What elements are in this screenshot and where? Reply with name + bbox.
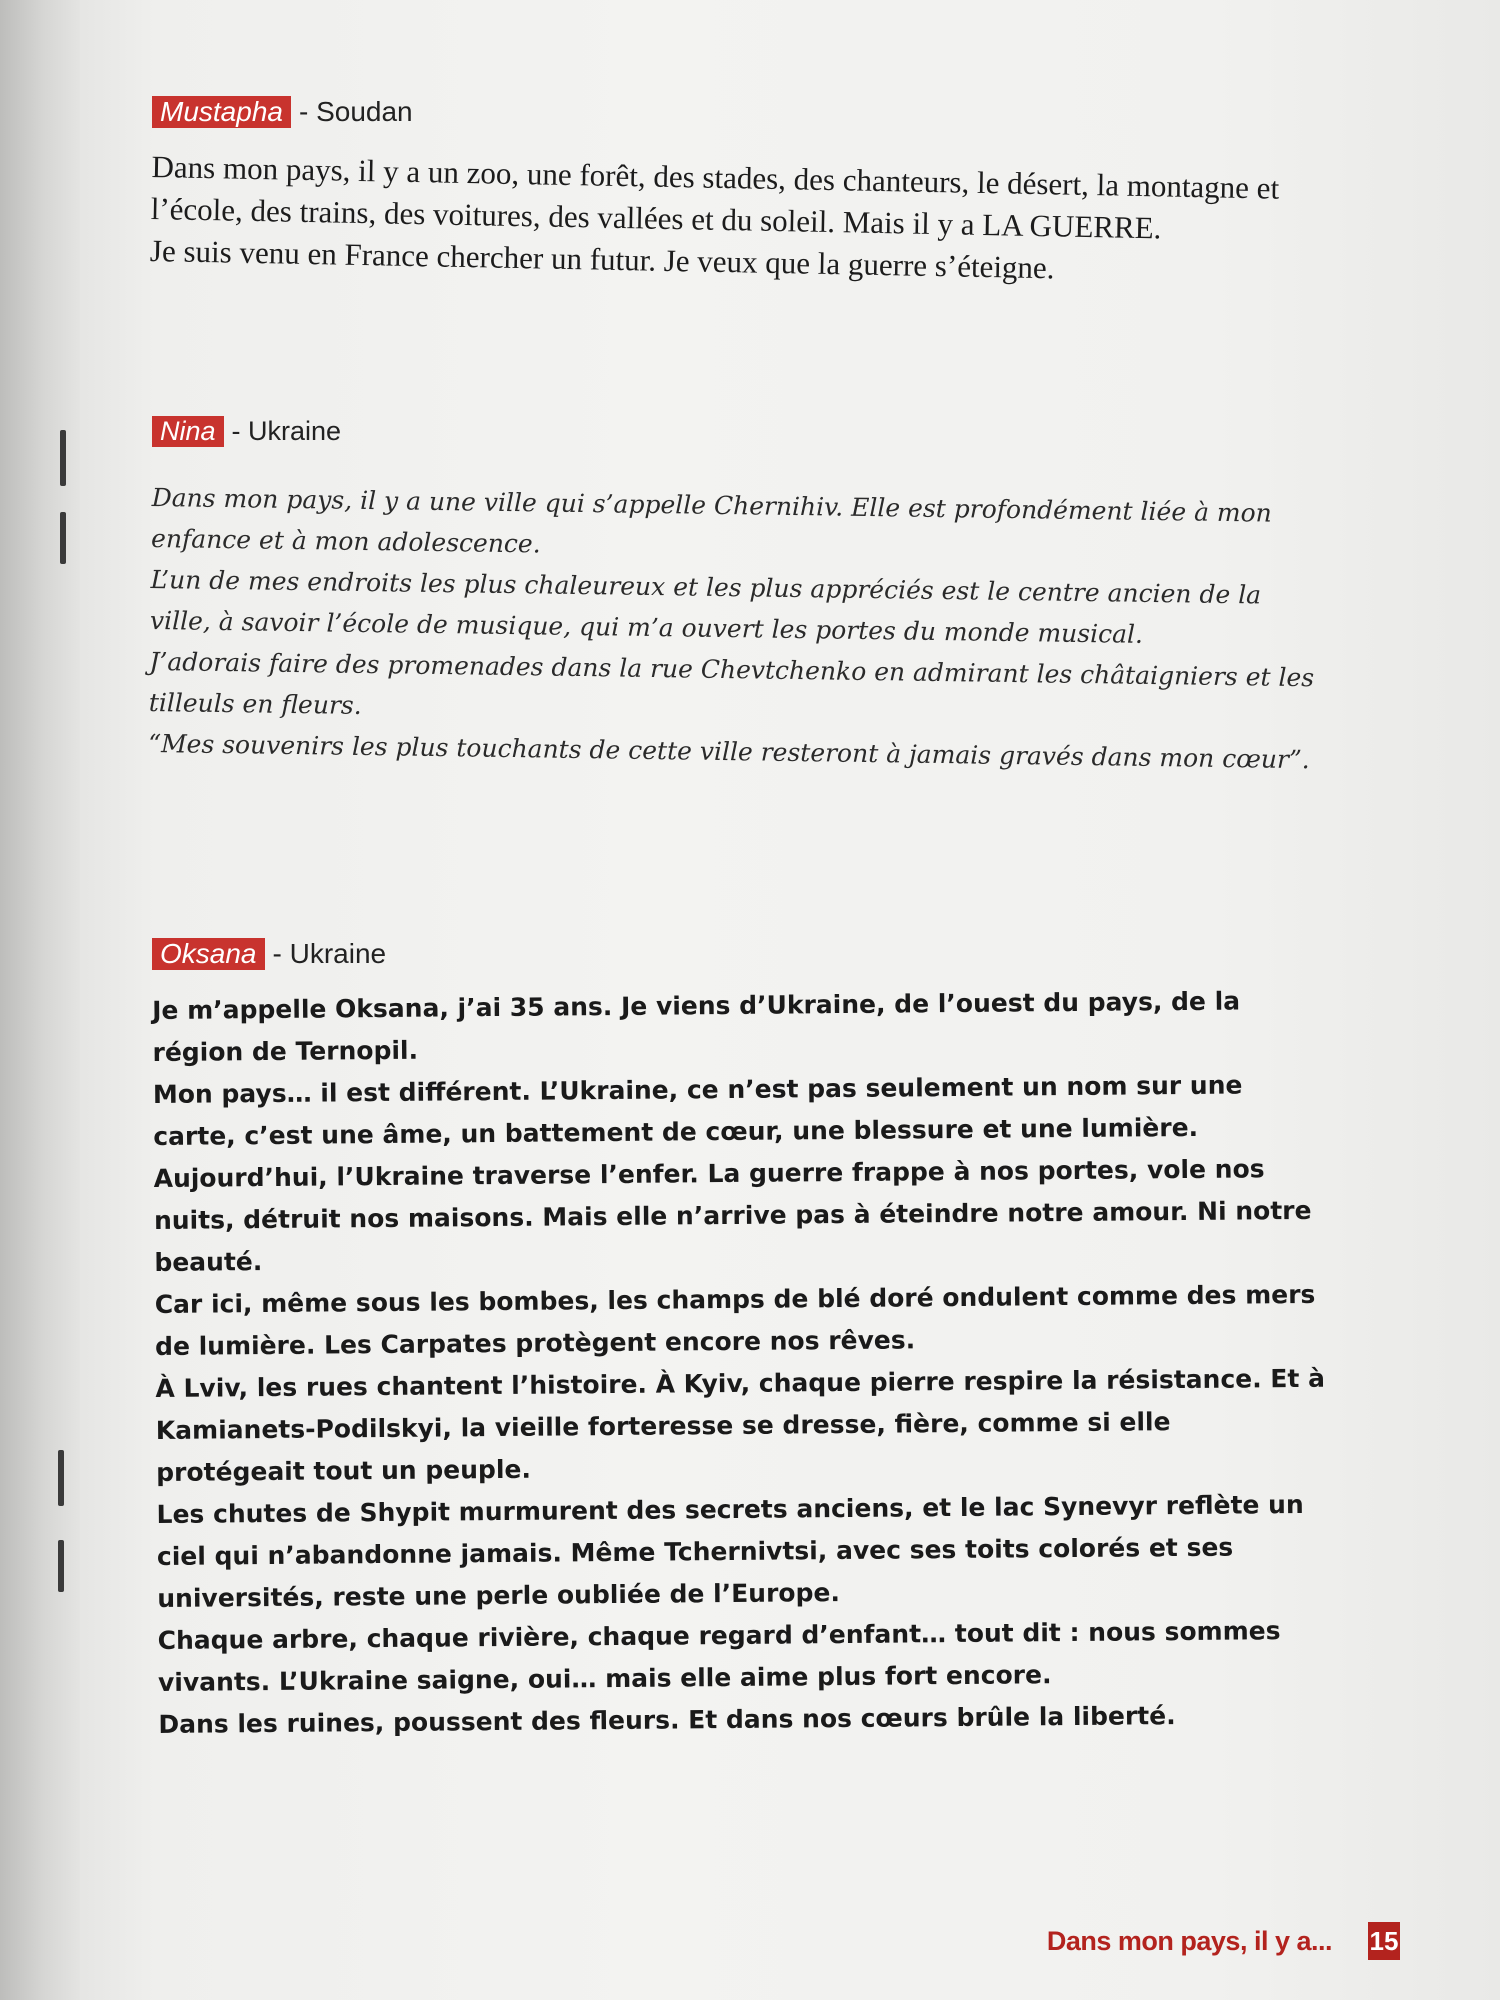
paragraph: Je suis venu en France chercher un futur. Je veux que la guerre s’éteigne. — [149, 233, 1055, 286]
paragraph: Mon pays… il est différent. L’Ukraine, ce n’est pas seulement un nom sur une carte, c’est une âme, un battement de cœur, une blessure et une lumière. — [152, 1070, 1243, 1152]
page-footer — [1047, 1922, 1400, 1960]
staple-mark — [58, 1540, 64, 1592]
paragraph: Les chutes de Shypit murmurent des secrets anciens, et le lac Synevyr reflète un ciel qui n’abandonne jamais. Même Tchernivtsi, avec ses toits colorés et ses universités, reste une perle oubliée de l’Europe. — [156, 1490, 1304, 1614]
testimony-oksana — [152, 938, 1326, 1746]
paragraph: “Mes souvenirs les plus touchants de cette ville resteront à jamais gravés dans mon cœur”. — [148, 729, 1310, 775]
testimony-text — [148, 477, 1322, 780]
author-country: - Ukraine — [272, 938, 387, 970]
staple-mark — [60, 430, 66, 486]
paragraph: Dans mon pays, il y a une ville qui s’appelle Chernihiv. Elle est profondément liée à mon enfance et à mon adolescence. — [150, 483, 1272, 559]
author-heading — [152, 416, 1322, 447]
paragraph: Aujourd’hui, l’Ukraine traverse l’enfer. La guerre frappe à nos portes, vole nos nuits, détruit nos maisons. Mais elle n’arrive pas à éteindre notre amour. Ni notre beauté. — [153, 1154, 1312, 1278]
testimony-text — [150, 146, 1322, 294]
author-heading — [152, 938, 1322, 970]
author-heading — [152, 96, 1322, 128]
testimony-text — [152, 980, 1329, 1746]
author-name-tag: Mustapha — [152, 96, 291, 128]
author-country: - Ukraine — [231, 416, 342, 447]
paragraph: À Lviv, les rues chantent l’histoire. À Kyiv, chaque pierre respire la résistance. Et à Kamianets-Podilskyi, la vieille forteresse se dresse, fière, comme si elle protégeait tout un peuple. — [155, 1363, 1326, 1488]
author-name-tag: Nina — [152, 416, 224, 447]
paragraph: Dans les ruines, poussent des fleurs. Et dans nos cœurs brûle la liberté. — [158, 1701, 1176, 1740]
staple-mark — [58, 1450, 64, 1506]
paragraph: Dans mon pays, il y a un zoo, une forêt, des stades, des chanteurs, le désert, la montagne et l’école, des trains, des voitures, des vallées et du soleil. Mais il y a LA GUERRE. — [150, 149, 1280, 246]
testimony-mustapha — [149, 96, 1322, 286]
running-footer-title: Dans mon pays, il y a... — [1046, 1925, 1332, 1956]
staple-mark — [60, 512, 66, 564]
paragraph: L’un de mes endroits les plus chaleureux et les plus appréciés est le centre ancien de la ville, à savoir l’école de musique, qui m’a ouvert les portes du monde musical. — [149, 565, 1262, 649]
author-country: - Soudan — [298, 96, 413, 128]
paragraph: Chaque arbre, chaque rivière, chaque regard d’enfant… tout dit : nous sommes vivants. L’Ukraine saigne, oui… mais elle aime plus fort encore. — [157, 1616, 1281, 1698]
paragraph: Car ici, même sous les bombes, les champs de blé doré ondulent comme des mers de lumière. Les Carpates protègent encore nos rêves. — [154, 1280, 1316, 1362]
page-number: 15 — [1368, 1922, 1400, 1960]
author-name-tag: Oksana — [152, 938, 265, 970]
paragraph: Je m’appelle Oksana, j’ai 35 ans. Je viens d’Ukraine, de l’ouest du pays, de la région de Ternopil. — [152, 986, 1241, 1068]
binding-gutter — [0, 0, 80, 2000]
testimony-nina — [148, 416, 1322, 775]
paragraph: J’adorais faire des promenades dans la rue Chevtchenko en admirant les châtaigniers et les tilleuls en fleurs. — [148, 647, 1315, 720]
